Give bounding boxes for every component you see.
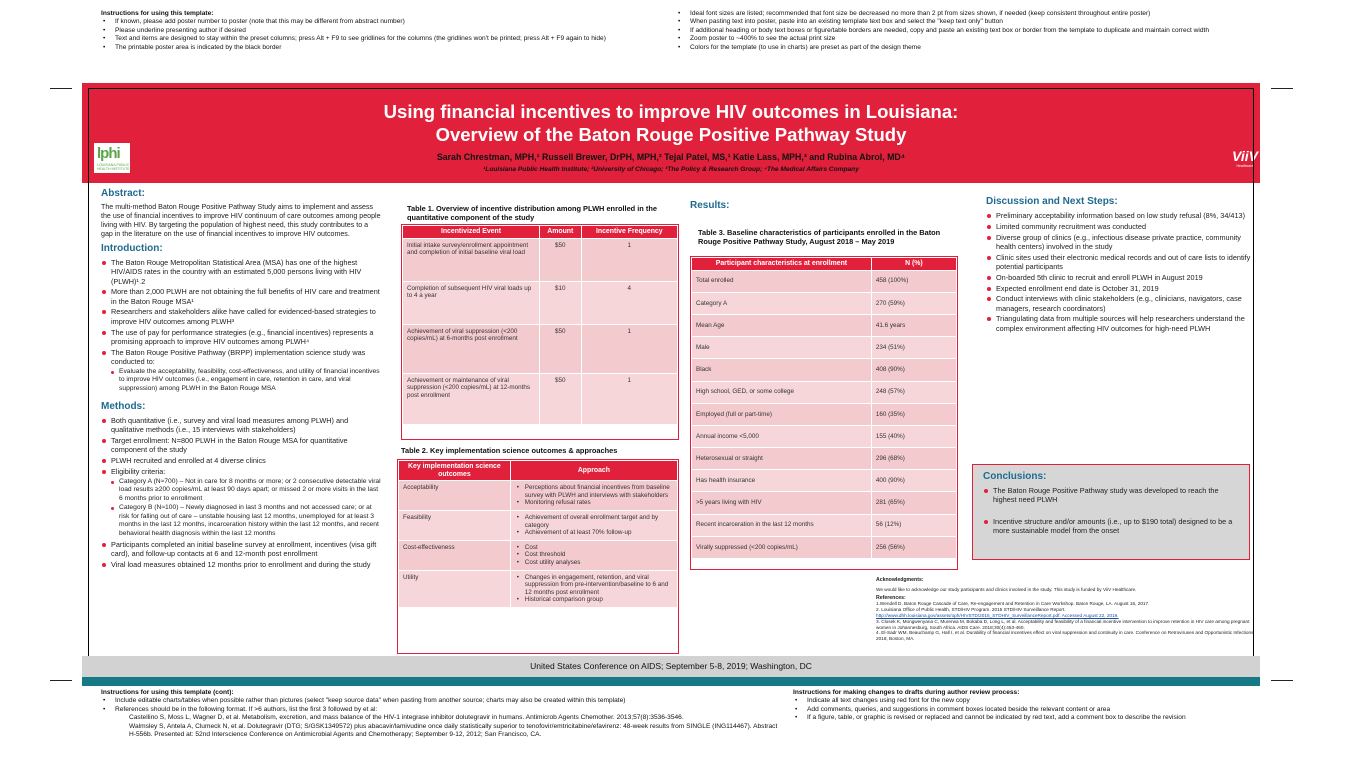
approach-list <box>515 514 673 537</box>
discussion-item: On-boarded 5th clinic to recruit and enroll PLWH in August 2019 <box>986 273 1258 282</box>
discussion-item: Diverse group of clinics (e.g., infectious disease private practice, community health centers) involved in the study <box>986 233 1258 252</box>
introduction-item: The Baton Rouge Metropolitan Statistical Area (MSA) has one of the highest HIV/AIDS rates in the country with an estimated 5,000 persons living with HIV (PLWH)¹˒2 <box>101 258 381 286</box>
table3-row <box>692 359 956 380</box>
approach-item: • Cost threshold <box>515 551 673 559</box>
table3-characteristic-cell: Male <box>692 337 871 358</box>
table3-characteristic-cell: Mean Age <box>692 315 871 336</box>
methods-item: Both quantitative (i.e., survey and viral load measures among PLWH) and qualitative methods (i.e., 15 interviews with stakeholders) <box>101 416 381 435</box>
table1-cell: $10 <box>540 282 581 324</box>
table1-caption: Table 1. Overview of incentive distribution among PLWH enrolled in the quantitative component of the study <box>407 204 657 222</box>
conclusions-heading: Conclusions: <box>983 471 1047 482</box>
table1-cell: Achievement of viral suppression (<200 copies/mL) at 6-months post enrollment <box>403 325 539 373</box>
table1-cell: $50 <box>540 239 581 281</box>
instructions-bottom-left-title: Instructions for using this template (cont): <box>101 689 234 696</box>
lphi-logo-mark: lphi <box>97 145 120 162</box>
table3-row <box>692 426 956 447</box>
instructions-bottom-right-title: Instructions for making changes to drafts during author review process: <box>793 689 1020 696</box>
viiv-logo-mark: ViiV <box>1232 148 1258 164</box>
table2-outcome-cell: Acceptability <box>399 481 510 510</box>
instruction-item: • Include editable charts/tables when possible rather than pictures (select "keep source data" when pasting from another source; charts may also be created within this template) <box>101 697 781 705</box>
left-column <box>101 188 381 571</box>
table1-row <box>403 239 677 281</box>
methods-sub-item: Category B (N≈100) – Newly diagnosed in last 3 months and not accessed care; or at risk for falling out of care – unstable housing last 12 months, unemployed for at least 3 months in the last 12 months, incarceration history within the last 12 months, and recent behavioral health diagnosis within the last 12 months <box>109 504 381 538</box>
instruction-item: • If known, please add poster number to poster (note that this may be different from abstract number) <box>101 18 641 26</box>
introduction-item: The Baton Rouge Positive Pathway (BRPP) implementation science study was conducted to: <box>101 348 381 367</box>
table3-row <box>692 337 956 358</box>
table1 <box>402 225 678 425</box>
instruction-item: • Please underline presenting author if desired <box>101 27 641 35</box>
table3-header: N (%) <box>872 258 956 270</box>
table2-caption: Table 2. Key implementation science outcomes & approaches <box>401 446 618 455</box>
table1-header: Incentive Frequency <box>582 226 677 238</box>
table3-characteristic-cell: Heterosexual or straight <box>692 448 871 469</box>
methods-sub-list <box>109 478 381 538</box>
table2-box <box>397 459 679 654</box>
crop-mark <box>1271 680 1293 681</box>
introduction-sub-item: Evaluate the acceptability, feasibility, cost-effectiveness, and utility of financial incentives to improve HIV outcomes (i.e., engagement in care, retention in care, and viral suppression) among PLWH in the Baton Rouge MSA <box>109 368 381 393</box>
approach-item: • Cost utility analyses <box>515 559 673 567</box>
discussion-list <box>986 211 1258 333</box>
table3-row <box>692 382 956 403</box>
instruction-item: • Text and items are designed to stay within the preset columns; press Alt + F9 to see gridlines for the columns (the gridlines won't be printed; press Alt + F9 again to hide) <box>101 35 641 43</box>
reference-item: http://www.dhh.louisiana.gov/assets/oph/HIVSTD/2015_STDHIV_SurveillanceReport.pdf. Accessed August 22, 2019. <box>876 612 1119 618</box>
table3-characteristic-cell: High school, GED, or some college <box>692 382 871 403</box>
table2-approach-cell <box>511 541 677 570</box>
table2-approach-cell <box>511 511 677 540</box>
table3-row <box>692 404 956 425</box>
table2 <box>398 460 678 608</box>
table2-outcome-cell: Feasibility <box>399 511 510 540</box>
reference-item: 1.Wendell D. Baton Rouge Cascade of Care, Re-engagement and Retention in Care Workshop. Baton Rouge, LA. August 16, 2017. <box>876 601 1150 607</box>
instruction-item: • References should be in the following format. If >6 authors, list the first 3 followed by et al: <box>101 706 781 714</box>
table3-characteristic-cell: Category A <box>692 293 871 314</box>
table3-row <box>692 315 956 336</box>
table1-row <box>403 374 677 424</box>
table3-header: Participant characteristics at enrollment <box>692 258 871 270</box>
crop-mark <box>1271 88 1293 89</box>
instruction-item: • Ideal font sizes are listed; recommended that font size be decreased no more than 2 pt from sizes shown, if needed (keep consistent throughout entire poster) <box>676 10 1276 18</box>
methods-item: Participants completed an initial baseline survey at enrollment, incentives (visa gift card), and follow-up contacts at 6 and 12-month post enrollment <box>101 540 381 559</box>
discussion-item: Limited community recruitment was conducted <box>986 222 1258 231</box>
crop-mark <box>50 680 72 681</box>
instruction-item: • If a figure, table, or graphic is revised or replaced and cannot be indicated by red text, add a comment box to describe the revision <box>793 714 1263 722</box>
introduction-item: More than 2,000 PLWH are not obtaining the full benefits of HIV care and treatment in the Baton Rouge MSA¹ <box>101 287 381 306</box>
introduction-list <box>101 258 381 366</box>
discussion-item: Preliminary acceptability information based on low study refusal (8%, 34/413) <box>986 211 1258 220</box>
discussion-item: Clinic sites used their electronic medical records and out of care lists to identify potential participants <box>986 253 1258 272</box>
table3-value-cell: 41.6 years <box>872 315 956 336</box>
table3-characteristic-cell: Virally suppressed (<200 copies/mL) <box>692 537 871 558</box>
methods-item: Eligibility criteria: <box>101 467 381 476</box>
table1-cell: 1 <box>582 325 677 373</box>
instructions-top-left <box>101 10 641 52</box>
instruction-item: • If additional heading or body text boxes or figure/table borders are needed, copy and paste an existing text box or border from the template to duplicate and maintain correct width <box>676 27 1276 35</box>
reference-example: Castellino S, Moss L, Wagner D, et al. Metabolism, excretion, and mass balance of the HIV-1 integrase inhibitor dolutegravir in humans. Antimicrob Agents Chemother. 2013;57(8):3536-3546. <box>129 714 684 722</box>
introduction-heading: Introduction: <box>101 243 163 254</box>
poster-authors: Sarah Chrestman, MPH,¹ Russell Brewer, DrPH, MPH,² Tejal Patel, MS,¹ Katie Lass, MPH,³ and Rubina Abrol, MD⁴ <box>436 152 906 162</box>
table3-characteristic-cell: Annual income <5,000 <box>692 426 871 447</box>
instructions-title: Instructions for using this template: <box>101 10 214 17</box>
teal-footer-bar <box>82 677 1260 686</box>
instruction-item: • Add comments, queries, and suggestions in comment boxes located beside the relevant content or area <box>793 706 1263 714</box>
table3-value-cell: 281 (65%) <box>872 492 956 513</box>
table2-header: Key implementation science outcomes <box>399 461 510 480</box>
abstract-heading: Abstract: <box>101 188 145 199</box>
table2-approach-cell <box>511 571 677 607</box>
poster-title-line1: Using financial incentives to improve HIV outcomes in Louisiana: <box>383 101 959 122</box>
table1-cell: Achievement or maintenance of viral suppression (<200 copies/mL) at 12-months post enrollment <box>403 374 539 424</box>
table3-value-cell: 56 (12%) <box>872 515 956 536</box>
table3-row <box>692 470 956 491</box>
table2-outcome-cell: Utility <box>399 571 510 607</box>
approach-list <box>515 574 673 604</box>
table3-row <box>692 537 956 558</box>
table3-characteristic-cell: Employed (full or part-time) <box>692 404 871 425</box>
introduction-item: Researchers and stakeholders alike have called for evidenced-based strategies to improve HIV outcomes among PLWH³ <box>101 307 381 326</box>
reference-examples <box>101 714 781 739</box>
table1-row <box>403 325 677 373</box>
table3-value-cell: 458 (100%) <box>872 271 956 292</box>
instructions-list <box>793 697 1263 722</box>
discussion-item: Triangulating data from multiple sources will help researchers understand the complex environment affecting HIV outcomes for high-need PLWH <box>986 314 1258 333</box>
instruction-item: • Colors for the template (to use in charts) are preset as part of the design theme <box>676 44 1276 52</box>
table3-characteristic-cell: >5 years living with HIV <box>692 492 871 513</box>
instruction-item: • Indicate all text changes using red font for the new copy <box>793 697 1263 705</box>
table3-row <box>692 271 956 292</box>
instructions-list <box>676 10 1276 52</box>
instructions-list <box>101 697 781 714</box>
table3-characteristic-cell: Recent incarceration in the last 12 months <box>692 515 871 536</box>
reference-example: Walmsley S, Antela A, Clumeck N, et al. Dolutegravir (DTG; S/GSK1349572) plus abacavir/lamivudine once daily statistically superior to tenofovir/emtricitabine/efavirenz: 48-week results from SINGLE (ING114467). Abstract H-556b. Presented at: 52nd Interscience Conference on Antimicrobial Agents and Chemotherapy; September 9-12, 2012; San Francisco, CA. <box>129 722 778 739</box>
table3-characteristic-cell: Total enrolled <box>692 271 871 292</box>
table1-header: Amount <box>540 226 581 238</box>
table3 <box>691 257 957 559</box>
results-heading: Results: <box>690 200 730 211</box>
crop-mark <box>50 88 72 89</box>
approach-item: • Cost <box>515 544 673 552</box>
table1-cell: 1 <box>582 239 677 281</box>
conclusions-list <box>983 486 1239 535</box>
acknowledgments-block <box>876 578 1256 642</box>
table1-cell: 1 <box>582 374 677 424</box>
abstract-text: The multi-method Baton Rouge Positive Pathway Study aims to implement and assess the use of financial incentives to improve HIV continuum of care outcomes among people living with HIV. By targeting the population of highest need, this study contributes to a gap in the literature on the use of financial incentives to improve HIV outcomes. <box>101 203 381 238</box>
approach-item: • Perceptions about financial incentives from baseline survey with PLWH and interviews with stakeholders <box>515 484 673 499</box>
table1-cell: Completion of subsequent HIV viral loads up to 4 a year <box>403 282 539 324</box>
instructions-bottom-right <box>793 689 1263 723</box>
table3-characteristic-cell: Black <box>692 359 871 380</box>
table3-value-cell: 234 (51%) <box>872 337 956 358</box>
approach-item: • Monitoring refusal rates <box>515 499 673 507</box>
table2-outcome-cell: Cost-effectiveness <box>399 541 510 570</box>
methods-list-continued <box>101 540 381 569</box>
table2-header: Approach <box>511 461 677 480</box>
instruction-item: • The printable poster area is indicated by the black border <box>101 44 641 52</box>
methods-heading: Methods: <box>101 400 146 412</box>
references-heading: References: <box>876 594 906 601</box>
table3-row <box>692 492 956 513</box>
table3-value-cell: 155 (40%) <box>872 426 956 447</box>
table1-box <box>401 224 679 440</box>
reference-item: 3. Closek K, Mongwenyana C, Murerwa M, Bokaba D, Long L, et al. Acceptability and feasibility of a financial incentive intervention to improve retention in HIV care among pregnant women in Johannesburg, South Africa. AIDS Care. 2018;30(4):453-460. <box>876 618 1250 630</box>
methods-sub-item: Category A (N≈700) – Not in care for 8 months or more; or 2 consecutive detectable viral load results ≥200 copies/mL at least 90 days apart; or missed 2 or more visits in the last 6 months prior to enrollment <box>109 478 381 503</box>
instruction-item: • When pasting text into poster, paste into an existing template text box and select the "keep text only" button <box>676 18 1276 26</box>
table3-row <box>692 515 956 536</box>
conference-footer: United States Conference on AIDS; September 5-8, 2019; Washington, DC <box>82 656 1260 677</box>
conclusion-item: Incentive structure and/or amounts (i.e., up to $190 total) designed to be a more sustainable model from the onset <box>983 517 1239 536</box>
table3-value-cell: 248 (57%) <box>872 382 956 403</box>
reference-item: 2. Louisiana Office of Public Health, STD/HIV Program. 2015 STD/HIV Surveillance Report. <box>876 607 1066 613</box>
introduction-item: The use of pay for performance strategies (e.g., financial incentives) represents a promising approach to improve HIV outcomes among PLWH⁴ <box>101 328 381 347</box>
approach-item: • Achievement of overall enrollment target and by category <box>515 514 673 529</box>
methods-list <box>101 416 381 476</box>
references-list <box>876 601 1256 642</box>
table3-caption: Table 3. Baseline characteristics of participants enrolled in the Baton Rouge Positive Pathway Study, August 2018 – May 2019 <box>698 228 941 246</box>
instructions-list <box>101 18 641 52</box>
reference-item: 4. El-Sadr WM, Beauchamp G, Hall I, et al. Durability of financial incentives effect on viral suppression and continuity in care. Conference on Retroviruses and Opportunistic Infections 2018, Boston, MA. <box>876 630 1254 642</box>
poster-affiliations: ¹Louisiana Public Health Institute; ²University of Chicago; ³The Policy & Research Group; ⁴The Medical Affairs Company <box>483 166 859 173</box>
table2-row <box>399 541 677 570</box>
discussion-item: Expected enrollment end date is October 31, 2019 <box>986 284 1258 293</box>
table1-cell: $50 <box>540 325 581 373</box>
table3-value-cell: 296 (68%) <box>872 448 956 469</box>
table2-row <box>399 571 677 607</box>
viiv-logo-subtitle: Healthcare <box>1236 164 1254 168</box>
table2-row <box>399 481 677 510</box>
table2-approach-cell <box>511 481 677 510</box>
methods-item: PLWH recruited and enrolled at 4 diverse clinics <box>101 456 381 465</box>
table3-value-cell: 400 (90%) <box>872 470 956 491</box>
approach-item: • Changes in engagement, retention, and viral suppression from pre-intervention/baseline to 6 and 12 months post enrollment <box>515 574 673 597</box>
methods-item: Target enrollment: N=800 PLWH in the Baton Rouge MSA for quantitative component of the study <box>101 436 381 455</box>
acknowledgments-heading: Acknowledgments: <box>876 577 924 583</box>
approach-item: • Achievement of at least 70% follow-up <box>515 529 673 537</box>
methods-item: Viral load measures obtained 12 months prior to enrollment and during the study <box>101 560 381 569</box>
approach-list <box>515 544 673 567</box>
approach-list <box>515 484 673 507</box>
table2-row <box>399 511 677 540</box>
instruction-item: • Zoom poster to ~400% to see the actual print size <box>676 35 1276 43</box>
instructions-top-right <box>676 10 1276 52</box>
table1-row <box>403 282 677 324</box>
conclusion-item: The Baton Rouge Positive Pathway study was developed to reach the highest need PLWH <box>983 486 1239 505</box>
table1-header: Incentivized Event <box>403 226 539 238</box>
lphi-logo-subtitle: LOUISIANA PUBLIC HEALTH INSTITUTE <box>97 163 130 171</box>
discussion-item: Conduct interviews with clinic stakeholders (e.g., clinicians, navigators, case managers, research coordinators) <box>986 294 1258 313</box>
approach-item: • Historical comparison group <box>515 596 673 604</box>
table1-cell: Initial intake survey/enrollment appointment and completion of initial baseline viral load <box>403 239 539 281</box>
poster-title-line2: Overview of the Baton Rouge Positive Pathway Study <box>435 124 907 145</box>
table3-row <box>692 448 956 469</box>
table1-cell: $50 <box>540 374 581 424</box>
right-column <box>986 196 1258 335</box>
table3-characteristic-cell: Has health insurance <box>692 470 871 491</box>
table3-value-cell: 160 (35%) <box>872 404 956 425</box>
conclusions-box <box>972 464 1250 560</box>
table1-cell: 4 <box>582 282 677 324</box>
table3-value-cell: 408 (90%) <box>872 359 956 380</box>
table3-row <box>692 293 956 314</box>
table3-value-cell: 256 (56%) <box>872 537 956 558</box>
acknowledgments-text: We would like to acknowledge our study participants and clinics involved in the study. This study is funded by ViiV Healthcare. <box>876 586 1137 592</box>
table3-box <box>690 256 958 570</box>
table3-value-cell: 270 (59%) <box>872 293 956 314</box>
introduction-sub-list <box>109 368 381 393</box>
discussion-heading: Discussion and Next Steps: <box>986 196 1118 207</box>
instructions-bottom-left <box>101 689 781 739</box>
